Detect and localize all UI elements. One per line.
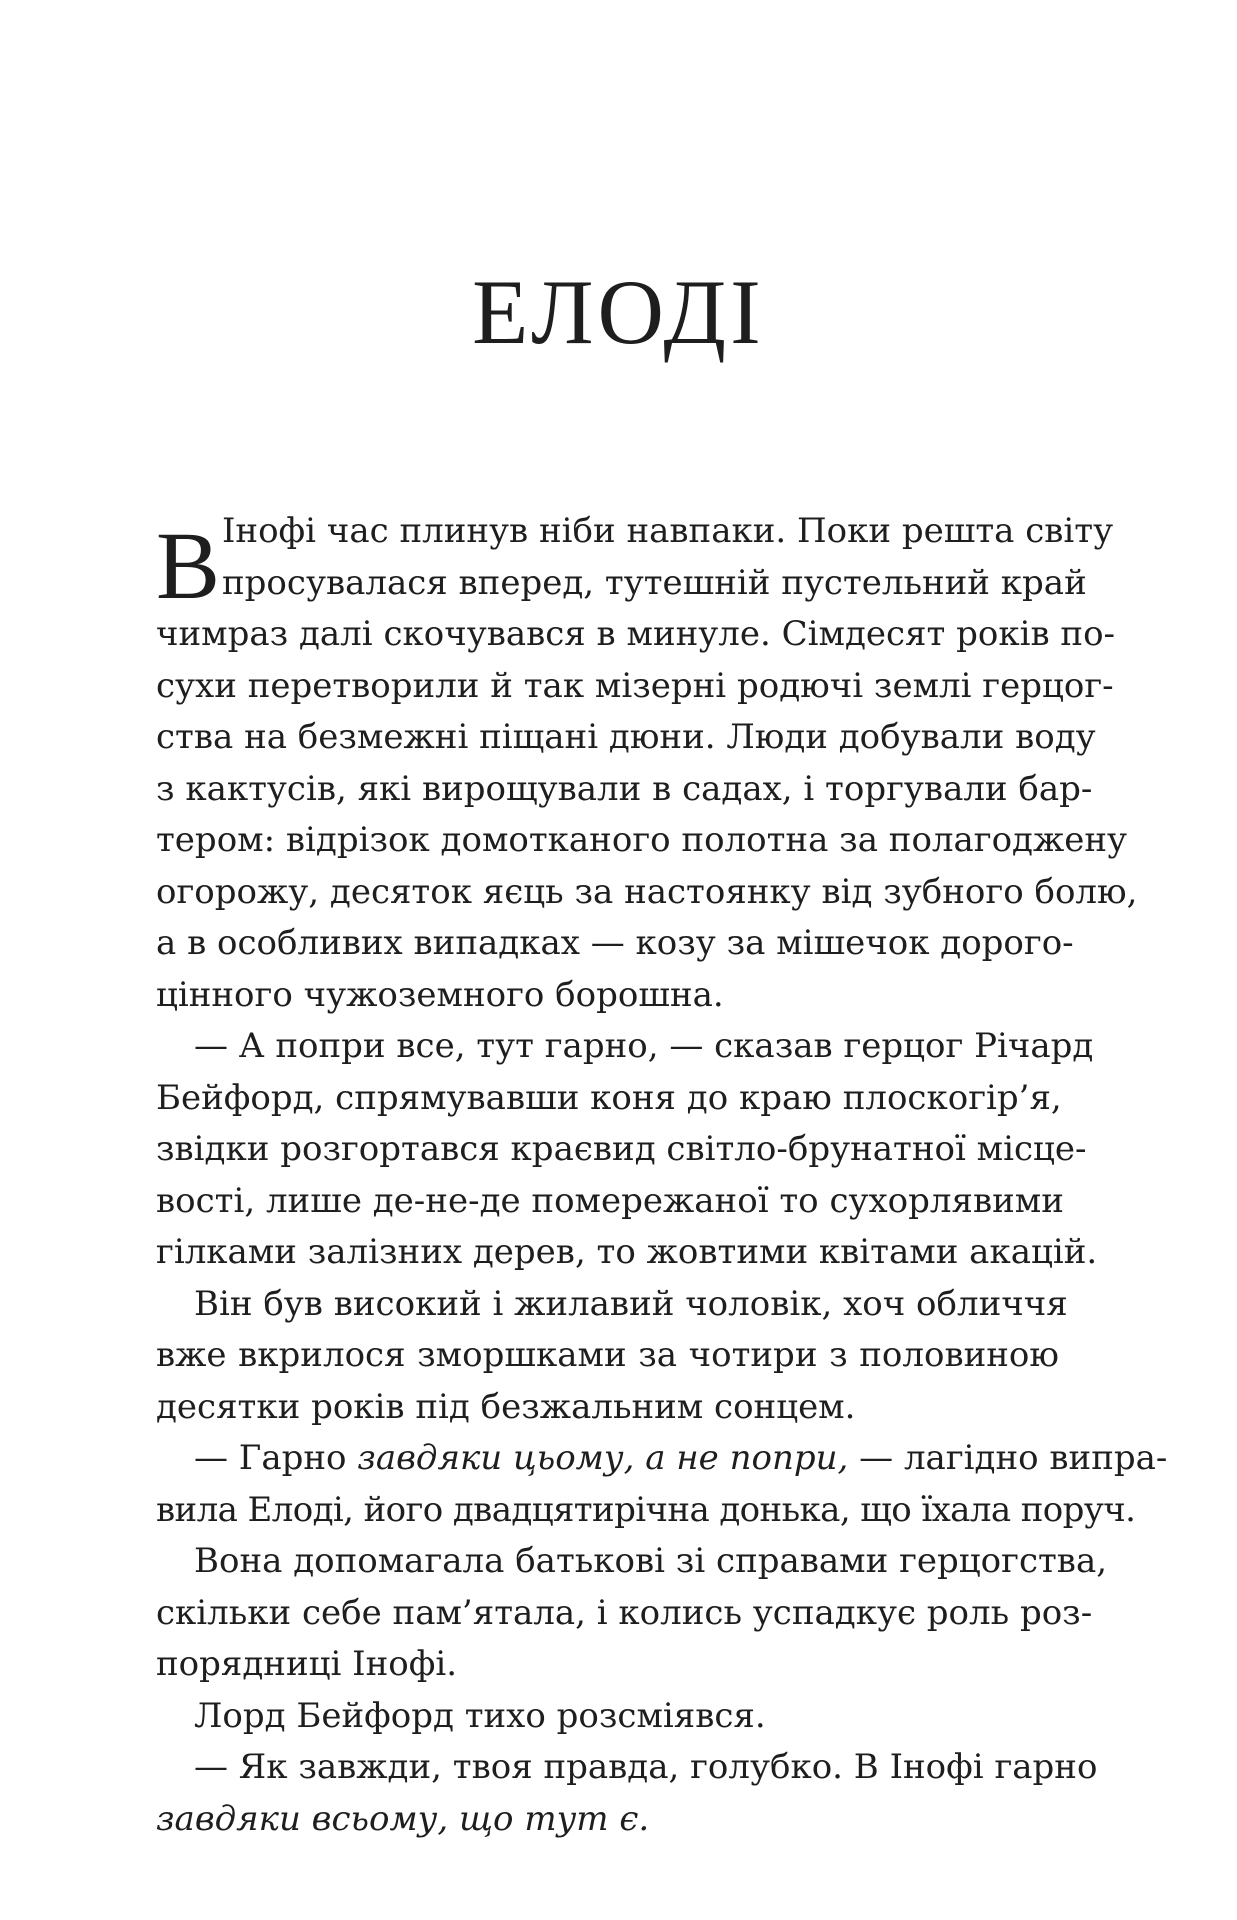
text-line: Бейфорд, спрямувавши коня до краю плоскогір’я, xyxy=(156,1077,1062,1118)
text-line xyxy=(156,1794,1059,1846)
text-line: Лорд Бейфорд тихо розсміявся. xyxy=(194,1695,766,1736)
text-line-mixed xyxy=(156,1433,1168,1485)
text-line: ства на безмежні піщані дюни. Люди добували воду xyxy=(156,717,1096,757)
text-line: а в особливих випадках — козу за мішечок дорого- xyxy=(156,923,1074,963)
text-line: тером: відрізок домотканого полотна за полагоджену xyxy=(156,820,1128,860)
drop-cap: В xyxy=(156,512,221,619)
text-line: вості, лише де-не-де помережаної то сухорлявими xyxy=(156,1180,1064,1221)
text-line: — А попри все, тут гарно, — сказав герцог Річард xyxy=(194,1026,1094,1066)
text-line: вже вкрилося зморшками за чотири з половиною xyxy=(156,1335,1059,1375)
text-line: скільки себе пам’ятала, і колись успадкує роль роз- xyxy=(156,1592,1093,1633)
text-line: чимраз далі скочувався в минуле. Сімдесят років по- xyxy=(156,614,1116,654)
text-line: сухи перетворили й так мізерні родючі землі герцог- xyxy=(156,665,1114,706)
text-span: — Гарно xyxy=(194,1438,358,1478)
text-line: десятки років під безжальним сонцем. xyxy=(156,1386,856,1427)
text-line: порядниці Інофі. xyxy=(156,1644,458,1684)
text-line: — Як завжди, твоя правда, голубко. В Інофі гарно xyxy=(194,1747,1098,1787)
body-text xyxy=(156,506,1168,1845)
text-line: гілками залізних дерев, то жовтими квітами акацій. xyxy=(156,1232,1098,1272)
text-line: звідки розгортався краєвид світло-брунатної місце- xyxy=(156,1129,1087,1169)
text-line: вила Елоді, його двадцятирічна донька, що їхала поруч. xyxy=(156,1489,1136,1530)
italic-text: завдяки всьому, що тут є. xyxy=(156,1798,650,1839)
text-line: Він був високий і жилавий чоловік, хоч обличчя xyxy=(194,1283,1068,1324)
text-line: просувалася вперед, тутешній пустельний край xyxy=(222,562,1087,603)
text-line: з кактусів, які вирощували в садах, і торгували бар- xyxy=(156,768,1093,809)
italic-text: завдяки цьому, а не попри, xyxy=(357,1438,849,1478)
text-line: Вона допомагала батькові зі справами герцогства, xyxy=(194,1541,1108,1581)
chapter-title: ЕЛОДІ xyxy=(472,261,765,363)
text-span: — лагідно випра- xyxy=(848,1438,1168,1478)
text-line: Інофі час плинув ніби навпаки. Поки решта світу xyxy=(222,511,1114,551)
text-line: огорожу, десяток яєць за настоянку від зубного болю, xyxy=(156,871,1138,912)
text-line: цінного чужоземного борошна. xyxy=(156,974,724,1015)
